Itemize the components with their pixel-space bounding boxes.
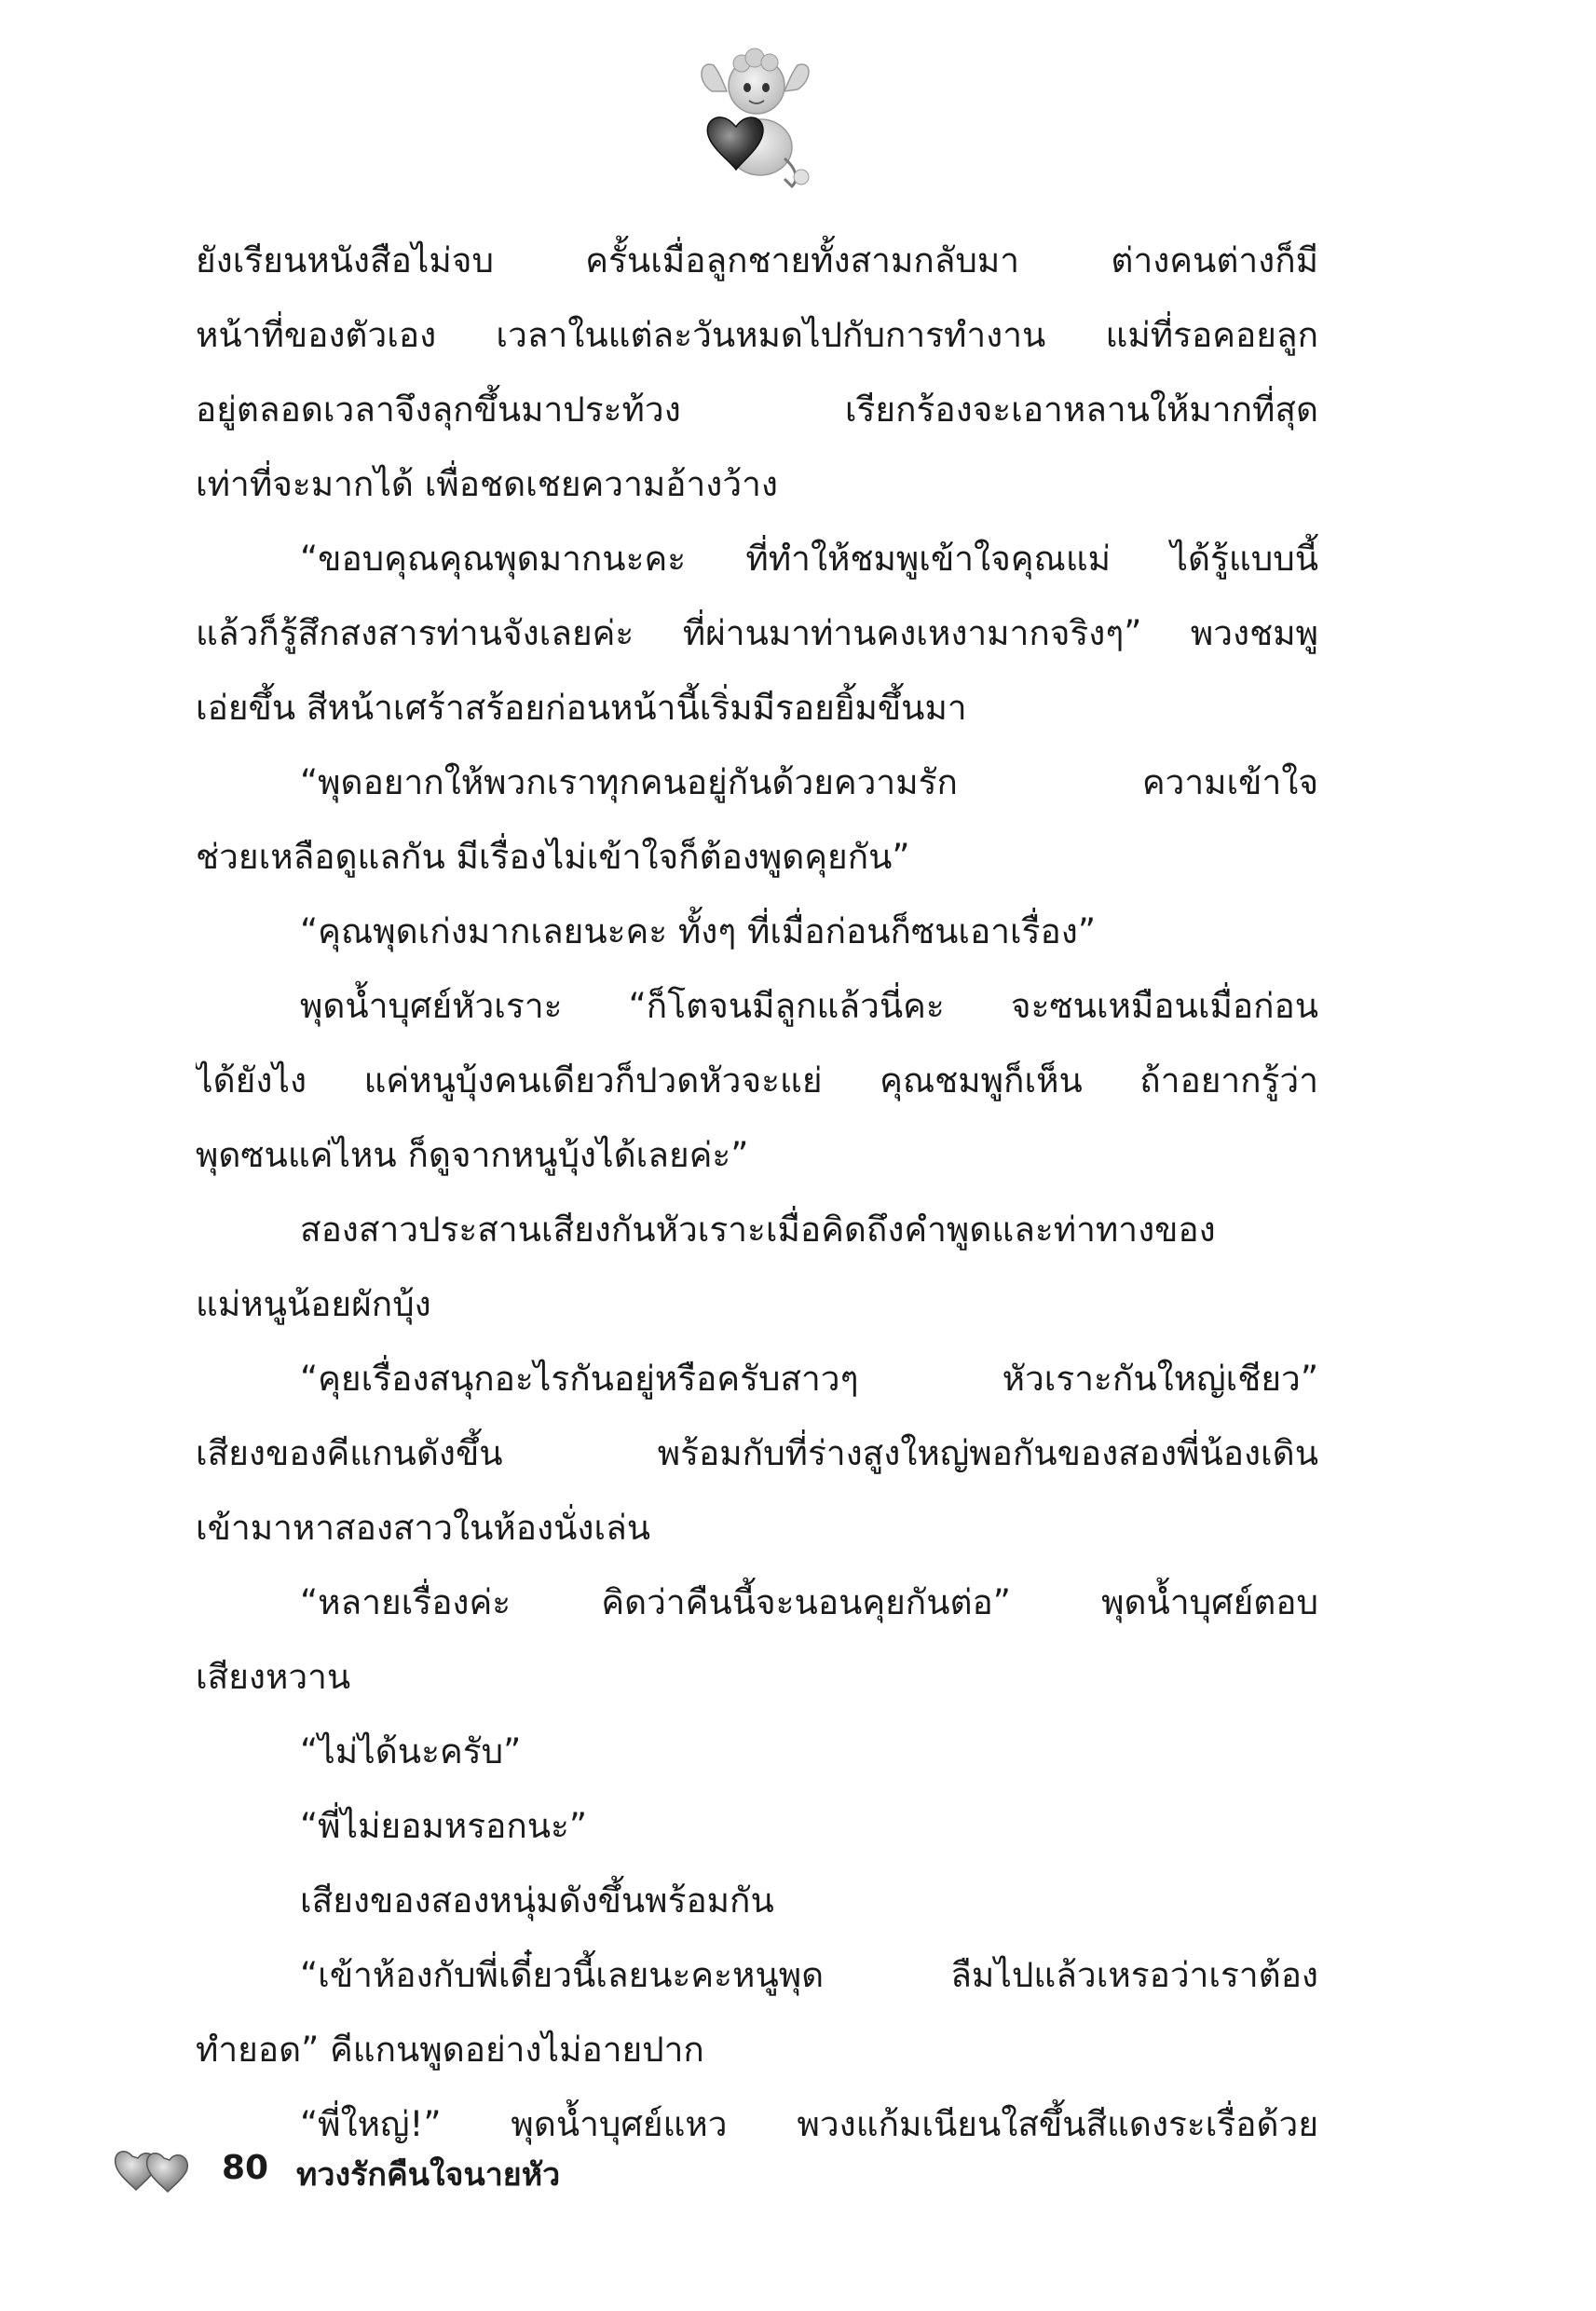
- body-text: [196, 224, 1318, 2162]
- text-line: เสียงของสองหนุ่มดังขึ้นพร้อมกัน: [300, 1880, 774, 1921]
- text-line: แม่หนูน้อยผักบุ้ง: [196, 1284, 431, 1324]
- text-line: ยังเรียนหนังสือไม่จบ ครั้นเมื่อลูกชายทั้งสามกลับมา ต่างคนต่างก็มี: [196, 240, 1318, 280]
- page-number: 80: [222, 2149, 269, 2187]
- text-line: อยู่ตลอดเวลาจึงลุกขึ้นมาประท้วง เรียกร้องจะเอาหลานให้มากที่สุด: [196, 390, 1318, 430]
- text-line: “ไม่ได้นะครับ”: [300, 1731, 522, 1771]
- text-line: เอ่ยขึ้น สีหน้าเศร้าสร้อยก่อนหน้านี้เริ่มมีรอยยิ้มขึ้นมา: [196, 688, 967, 728]
- text-line: เสียงหวาน: [196, 1657, 351, 1697]
- text-line: ได้ยังไง แค่หนูบุ้งคนเดียวก็ปวดหัวจะแย่ คุณชมพูก็เห็น ถ้าอยากรู้ว่า: [196, 1060, 1318, 1101]
- text-line: หน้าที่ของตัวเอง เวลาในแต่ละวันหมดไปกับการทำงาน แม่ที่รอคอยลูก: [196, 315, 1318, 355]
- text-line: พุดน้ำบุศย์หัวเราะ “ก็โตจนมีลูกแล้วนี่คะ จะซนเหมือนเมื่อก่อน: [300, 986, 1318, 1026]
- two-hearts-icon: [112, 2143, 196, 2199]
- text-line: “หลายเรื่องค่ะ คิดว่าคืนนี้จะนอนคุยกันต่อ” พุดน้ำบุศย์ตอบ: [300, 1582, 1318, 1622]
- text-line: เสียงของคีแกนดังขึ้น พร้อมกับที่ร่างสูงใหญ่พอกันของสองพี่น้องเดิน: [196, 1433, 1318, 1473]
- text-line: “พี่ไม่ยอมหรอกนะ”: [300, 1806, 588, 1846]
- text-line: “พี่ใหญ่!” พุดน้ำบุศย์แหว พวงแก้มเนียนใสขึ้นสีแดงระเรื่อด้วย: [300, 2104, 1318, 2144]
- book-title: ทวงรักคืนใจนายหัว: [296, 2156, 561, 2194]
- text-line: ทำยอด” คีแกนพูดอย่างไม่อายปาก: [196, 2030, 704, 2070]
- text-line: พุดซนแค่ไหน ก็ดูจากหนูบุ้งได้เลยค่ะ”: [196, 1135, 749, 1175]
- text-line: ช่วยเหลือดูแลกัน มีเรื่องไม่เข้าใจก็ต้องพูดคุยกัน”: [196, 837, 910, 877]
- text-line: “พุดอยากให้พวกเราทุกคนอยู่กันด้วยความรัก ความเข้าใจ: [300, 762, 1318, 802]
- page-footer: [112, 2143, 857, 2208]
- text-line: “เข้าห้องกับพี่เดี๋ยวนี้เลยนะคะหนูพุด ลืมไปแล้วเหรอว่าเราต้อง: [300, 1955, 1318, 1995]
- text-line: “ขอบคุณคุณพุดมากนะคะ ที่ทำให้ชมพูเข้าใจคุณแม่ ได้รู้แบบนี้: [300, 539, 1318, 579]
- text-line: เข้ามาหาสองสาวในห้องนั่งเล่น: [196, 1508, 651, 1548]
- cupid-with-heart-icon: [695, 37, 816, 196]
- text-line: แล้วก็รู้สึกสงสารท่านจังเลยค่ะ ที่ผ่านมาท่านคงเหงามากจริงๆ” พวงชมพู: [196, 613, 1318, 653]
- text-line: สองสาวประสานเสียงกันหัวเราะเมื่อคิดถึงคำพูดและท่าทางของ: [300, 1210, 1216, 1250]
- text-line: เท่าที่จะมากได้ เพื่อชดเชยความอ้างว้าง: [196, 464, 778, 504]
- text-line: “คุณพุดเก่งมากเลยนะคะ ทั้งๆ ที่เมื่อก่อนก็ซนเอาเรื่อง”: [300, 911, 1096, 951]
- text-line: “คุยเรื่องสนุกอะไรกันอยู่หรือครับสาวๆ หัวเราะกันใหญ่เชียว”: [300, 1359, 1318, 1399]
